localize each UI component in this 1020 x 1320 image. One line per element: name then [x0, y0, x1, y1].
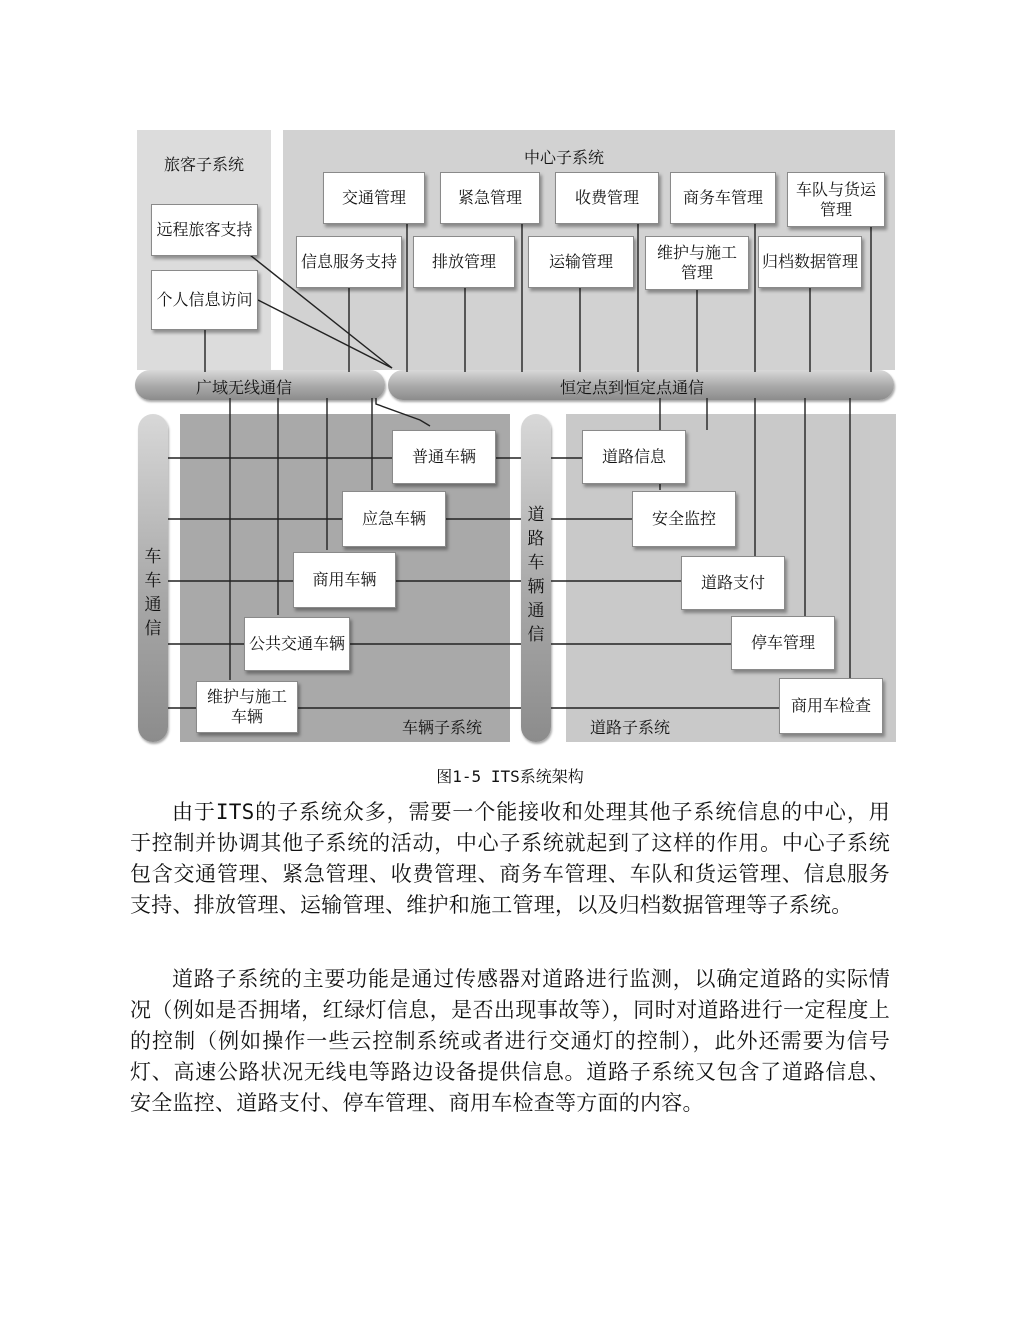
maintenance-construction-management-box: 维护与施工 管理 — [645, 236, 749, 290]
body-paragraph-1: 由于ITS的子系统众多，需要一个能接收和处理其他子系统信息的中心，用于控制并协调其他子系统的活动，中心子系统就起到了这样的作用。中心子系统包含交通管理、紧急管理、收费管理、商务车管理、车队和货运管理、信息服务支持、排放管理、运输管理、维护和施工管理，以及归档数据管理等子系统。 — [130, 800, 890, 917]
emergency-management-box: 紧急管理 — [440, 172, 540, 224]
traveler-subsystem-title: 旅客子系统 — [164, 155, 245, 174]
fleet-freight-management-box: 车队与货运 管理 — [787, 172, 885, 227]
parking-management-box: 停车管理 — [731, 616, 835, 670]
emergency-vehicle-box: 应急车辆 — [342, 491, 446, 547]
personal-info-access-box: 个人信息访问 — [151, 270, 258, 330]
vehicle-to-vehicle-label: 车车通信 — [144, 547, 162, 639]
figure-caption: 图1-5 ITS系统架构 — [436, 767, 584, 786]
commercial-vehicle-box: 商用车辆 — [293, 552, 396, 608]
vehicle-subsystem-title: 车辆子系统 — [402, 718, 483, 737]
center-subsystem-title: 中心子系统 — [524, 148, 605, 167]
maintenance-vehicle-box: 维护与施工 车辆 — [196, 681, 298, 733]
toll-management-box: 收费管理 — [555, 172, 659, 224]
transit-management-box: 运输管理 — [528, 236, 634, 288]
body-paragraph-2: 道路子系统的主要功能是通过传感器对道路进行监测，以确定道路的实际情况（例如是否拥堵，红绿灯信息，是否出现事故等），同时对道路进行一定程度上的控制（例如操作一些云控制系统或者进行交通灯的控制），此外还需要为信号灯、高速公路状况无线电等路边设备提供信息。道路子系统又包含了道路信息、安全监控、道路支付、停车管理、商用车检查等方面的内容。 — [130, 967, 890, 1115]
road-info-box: 道路信息 — [582, 430, 686, 484]
road-vehicle-comm-label: 道路车辆通信 — [527, 505, 545, 645]
archived-data-management-box: 归档数据管理 — [758, 236, 862, 288]
commercial-vehicle-check-box: 商用车检查 — [779, 678, 883, 734]
fixed-point-comm-label: 恒定点到恒定点通信 — [560, 378, 705, 397]
wide-area-wireless-label: 广域无线通信 — [196, 378, 293, 397]
commercial-vehicle-management-box: 商务车管理 — [670, 172, 776, 224]
traffic-management-box: 交通管理 — [323, 172, 425, 224]
info-service-support-box: 信息服务支持 — [296, 236, 402, 288]
security-monitoring-box: 安全监控 — [632, 491, 736, 547]
ordinary-vehicle-box: 普通车辆 — [392, 430, 496, 484]
road-subsystem-title: 道路子系统 — [590, 718, 671, 737]
public-transit-vehicle-box: 公共交通车辆 — [244, 617, 350, 671]
road-payment-box: 道路支付 — [681, 556, 785, 610]
emission-management-box: 排放管理 — [413, 236, 515, 288]
remote-traveler-support-box: 远程旅客支持 — [151, 204, 258, 256]
